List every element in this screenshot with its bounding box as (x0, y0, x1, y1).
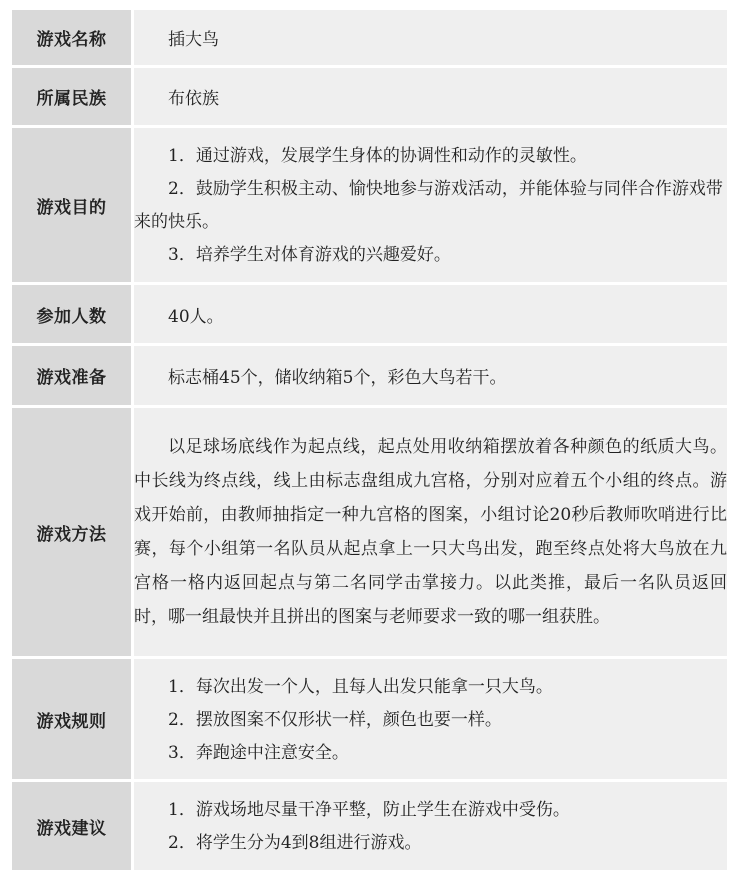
label-participants: 参加人数 (12, 285, 134, 346)
row-game-purpose (12, 128, 727, 285)
value-rules (134, 659, 727, 782)
purpose-item: 2．鼓励学生积极主动、愉快地参与游戏活动，并能体验与同伴合作游戏带来的快乐。 (134, 179, 723, 232)
rule-item: 1．每次出发一个人，且每人出发只能拿一只大鸟。 (168, 676, 553, 697)
row-participants (12, 285, 727, 346)
suggestion-item: 2．将学生分为4到8组进行游戏。 (168, 833, 422, 853)
value-method (134, 408, 727, 659)
row-method (12, 408, 727, 659)
participants-text: 40人。 (168, 306, 224, 327)
method-text: 以足球场底线作为起点线，起点处用收纳箱摆放着各种颜色的纸质大鸟。中长线为终点线，线上由标志盘组成九宫格，分别对应着五个小组的终点。游戏开始前，由教师抽指定一种九宫格的图案，小组讨论20秒后教师吹哨进行比赛，每个小组第一名队员从起点拿上一只大鸟出发，跑至终点处将大鸟放在九宫格一格内返回起点与第二名同学击掌接力。以此类推，最后一名队员返回时，哪一组最快并且拼出的图案与老师要求一致的哪一组获胜。 (134, 437, 727, 627)
label-rules: 游戏规则 (12, 659, 134, 782)
value-game-name (134, 10, 727, 68)
preparation-text: 标志桶45个，储收纳箱5个，彩色大鸟若干。 (168, 368, 507, 388)
label-method: 游戏方法 (12, 408, 134, 659)
label-suggestions: 游戏建议 (12, 782, 134, 873)
value-participants (134, 285, 727, 346)
suggestion-item: 1．游戏场地尽量干净平整，防止学生在游戏中受伤。 (168, 800, 570, 820)
label-preparation: 游戏准备 (12, 346, 134, 408)
row-suggestions (12, 782, 727, 873)
row-game-name (12, 10, 727, 68)
game-info-sheet (12, 10, 727, 873)
rule-item: 3．奔跑途中注意安全。 (168, 742, 349, 763)
rule-item: 2．摆放图案不仅形状一样，颜色也要一样。 (168, 709, 502, 730)
ethnic-group-text: 布依族 (168, 89, 219, 109)
game-name-text: 插大鸟 (168, 30, 219, 50)
value-suggestions (134, 782, 727, 873)
row-ethnic-group (12, 68, 727, 128)
row-preparation (12, 346, 727, 408)
purpose-item: 3．培养学生对体育游戏的兴趣爱好。 (168, 245, 451, 265)
purpose-item: 1．通过游戏，发展学生身体的协调性和动作的灵敏性。 (168, 146, 587, 166)
label-game-name: 游戏名称 (12, 10, 134, 68)
value-ethnic-group (134, 68, 727, 128)
label-ethnic-group: 所属民族 (12, 68, 134, 128)
row-rules (12, 659, 727, 782)
value-preparation (134, 346, 727, 408)
value-game-purpose (134, 128, 727, 285)
label-game-purpose: 游戏目的 (12, 128, 134, 285)
game-info-table (12, 10, 727, 873)
